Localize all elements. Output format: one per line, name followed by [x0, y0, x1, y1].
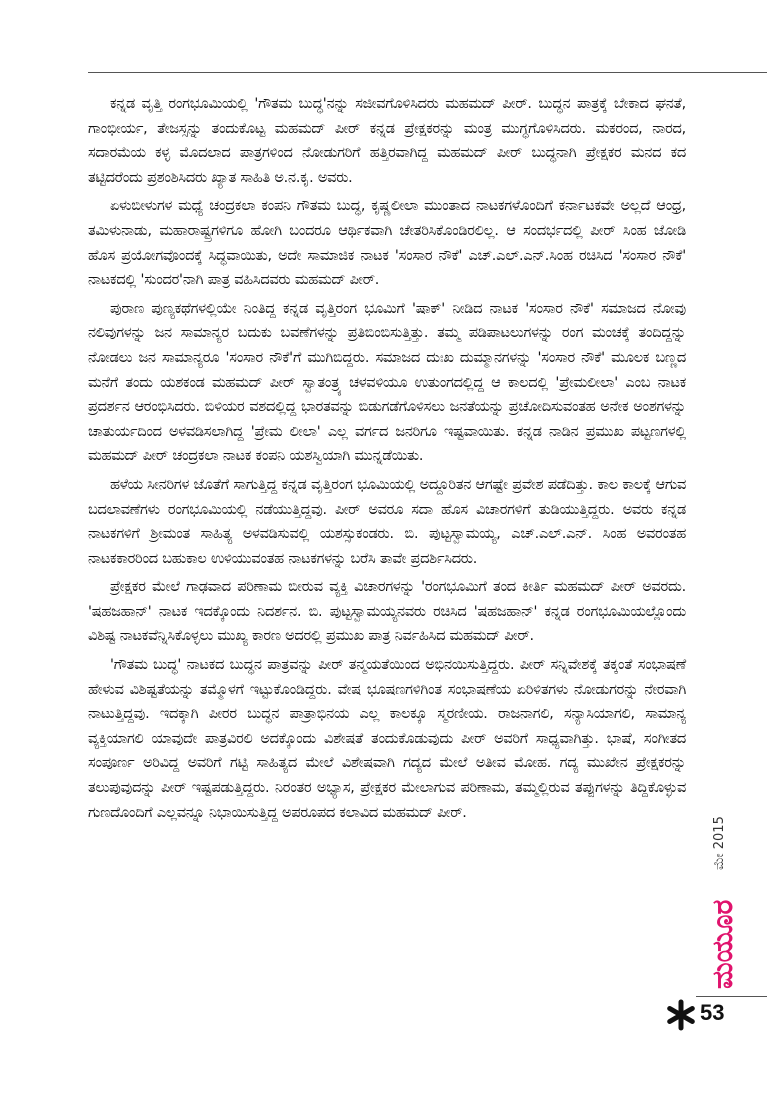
star-ornament-icon: [664, 998, 698, 1032]
article-body: [88, 92, 686, 829]
paragraph-6: 'ಗೌತಮ ಬುದ್ಧ' ನಾಟಕದ ಬುದ್ಧನ ಪಾತ್ರವನ್ನು ಪೀರ್ ತನ್ಮಯತೆಯಿಂದ ಅಭಿನಯಿಸುತ್ತಿದ್ದರು. ಪೀರ್ ಸನ್ನಿವೇಶಕ್ಕೆ ತಕ್ಕಂತೆ ಸಂಭಾಷಣೆ ಹೇಳುವ ವಿಶಿಷ್ಟತೆಯನ್ನು ತಮ್ಮೊಳಗೆ ಇಟ್ಟುಕೊಂಡಿದ್ದರು. ವೇಷ ಭೂಷಣಗಳಿಗಿಂತ ಸಂಭಾಷಣೆಯ ಏರಿಳಿತಗಳು ನೋಡುಗರನ್ನು ನೇರವಾಗಿ ನಾಟುತ್ತಿದ್ದವು. ಇದಕ್ಕಾಗಿ ಪೀರರ ಬುದ್ಧನ ಪಾತ್ರಾಭಿನಯ ಎಲ್ಲ ಕಾಲಕ್ಕೂ ಸ್ಮರಣೀಯ. ರಾಜನಾಗಲಿ, ಸನ್ಯಾಸಿಯಾಗಲಿ, ಸಾಮಾನ್ಯ ವ್ಯಕ್ತಿಯಾಗಲಿ ಯಾವುದೇ ಪಾತ್ರವಿರಲಿ ಅದಕ್ಕೊಂದು ವಿಶೇಷತೆ ತಂದುಕೊಡುವುದು ಪೀರ್ ಅವರಿಗೆ ಸಾಧ್ಯವಾಗಿತ್ತು. ಭಾಷೆ, ಸಂಗೀತದ ಸಂಪೂರ್ಣ ಅರಿವಿದ್ದ ಅವರಿಗೆ ಗಟ್ಟಿ ಸಾಹಿತ್ಯದ ಮೇಲೆ ವಿಶೇಷವಾಗಿ ಗದ್ಯದ ಮೇಲೆ ಅತೀವ ಮೋಹ. ಗದ್ಯ ಮುಖೇನ ಪ್ರೇಕ್ಷಕರನ್ನು ತಲುಪುವುದನ್ನು ಪೀರ್ ಇಷ್ಟಪಡುತ್ತಿದ್ದರು. ನಿರಂತರ ಅಭ್ಯಾಸ, ಪ್ರೇಕ್ಷಕರ ಮೇಲಾಗುವ ಪರಿಣಾಮ, ತಮ್ಮಲ್ಲಿರುವ ತಪ್ಪುಗಳನ್ನು ತಿದ್ದಿಕೊಳ್ಳುವ ಗುಣದೊಂದಿಗೆ ಎಲ್ಲವನ್ನೂ ನಿಭಾಯಿಸುತ್ತಿದ್ದ ಅಪರೂಪದ ಕಲಾವಿದ ಮಹಮದ್ ಪೀರ್.: [88, 657, 686, 821]
issue-date: ಮೇ 2015: [712, 816, 727, 870]
paragraph-1: ಕನ್ನಡ ವೃತ್ತಿ ರಂಗಭೂಮಿಯಲ್ಲಿ 'ಗೌತಮ ಬುದ್ಧ'ನನ್ನು ಸಜೀವಗೊಳಿಸಿದರು ಮಹಮದ್ ಪೀರ್. ಬುದ್ಧನ ಪಾತ್ರಕ್ಕೆ ಬೇಕಾದ ಘನತೆ, ಗಾಂಭೀರ್ಯ, ತೇಜಸ್ಸನ್ನು ತಂದುಕೊಟ್ಟ ಮಹಮದ್ ಪೀರ್ ಕನ್ನಡ ಪ್ರೇಕ್ಷಕರನ್ನು ಮಂತ್ರ ಮುಗ್ಧಗೊಳಿಸಿದರು. ಮಕರಂದ, ನಾರದ, ಸದಾರಮೆಯ ಕಳ್ಳ ಮೊದಲಾದ ಪಾತ್ರಗಳಿಂದ ನೋಡುಗರಿಗೆ ಹತ್ತಿರವಾಗಿದ್ದ ಮಹಮದ್ ಪೀರ್ ಬುದ್ಧನಾಗಿ ಪ್ರೇಕ್ಷಕರ ಮನದ ಕದ ತಟ್ಟಿದರೆಂದು ಪ್ರಶಂಶಿಸಿದರು ಖ್ಯಾತ ಸಾಹಿತಿ ಅ.ನ.ಕೃ. ಅವರು.: [88, 96, 686, 186]
top-rule: [88, 72, 767, 73]
magazine-masthead: ಮಯೂರ: [706, 899, 739, 989]
paragraph-3: ಪುರಾಣ ಪುಣ್ಯಕಥೆಗಳಲ್ಲಿಯೇ ನಿಂತಿದ್ದ ಕನ್ನಡ ವೃತ್ತಿರಂಗ ಭೂಮಿಗೆ 'ಷಾಕ್' ನೀಡಿದ ನಾಟಕ 'ಸಂಸಾರ ನೌಕೆ' ಸಮಾಜದ ನೋವು ನಲಿವುಗಳನ್ನು ಜನ ಸಾಮಾನ್ಯರ ಬದುಕು ಬವಣೆಗಳನ್ನು ಪ್ರತಿಬಿಂಬಿಸುತ್ತಿತ್ತು. ತಮ್ಮ ಪಡಿಪಾಟಲುಗಳನ್ನು ರಂಗ ಮಂಚಕ್ಕೆ ತಂದಿದ್ದನ್ನು ನೋಡಲು ಜನ ಸಾಮಾನ್ಯರೂ 'ಸಂಸಾರ ನೌಕೆ'ಗೆ ಮುಗಿಬಿದ್ದರು. ಸಮಾಜದ ದುಃಖ ದುಮ್ಮಾನಗಳನ್ನು 'ಸಂಸಾರ ನೌಕೆ' ಮೂಲಕ ಬಣ್ಣದ ಮನೆಗೆ ತಂದು ಯಶಕಂಡ ಮಹಮದ್ ಪೀರ್ ಸ್ವಾತಂತ್ರ್ಯ ಚಳವಳಿಯೂ ಉತುಂಗದಲ್ಲಿದ್ದ ಆ ಕಾಲದಲ್ಲಿ 'ಪ್ರೇಮಲೀಲಾ' ಎಂಬ ನಾಟಕ ಪ್ರದರ್ಶನ ಆರಂಭಿಸಿದರು. ಬಿಳಿಯರ ವಶದಲ್ಲಿದ್ದ ಭಾರತವನ್ನು ಬಿಡುಗಡೆಗೊಳಿಸಲು ಜನತೆಯನ್ನು ಪ್ರಚೋದಿಸುವಂತಹ ಅನೇಕ ಅಂಶಗಳನ್ನು ಚಾತುರ್ಯದಿಂದ ಅಳವಡಿಸಲಾಗಿದ್ದ 'ಪ್ರೇಮ ಲೀಲಾ' ಎಲ್ಲ ವರ್ಗದ ಜನರಿಗೂ ಇಷ್ಟವಾಯಿತು. ಕನ್ನಡ ನಾಡಿನ ಪ್ರಮುಖ ಪಟ್ಟಣಗಳಲ್ಲಿ ಮಹಮದ್ ಪೀರ್ ಚಂದ್ರಕಲಾ ನಾಟಕ ಕಂಪನಿ ಯಶಸ್ವಿಯಾಗಿ ಮುನ್ನಡೆಯಿತು.: [88, 300, 686, 465]
paragraph-4: ಹಳೆಯ ಸೀನರಿಗಳ ಜೊತೆಗೆ ಸಾಗುತ್ತಿದ್ದ ಕನ್ನಡ ವೃತ್ತಿರಂಗ ಭೂಮಿಯಲ್ಲಿ ಅದ್ದೂರಿತನ ಆಗಷ್ಟೇ ಪ್ರವೇಶ ಪಡೆದಿತ್ತು. ಕಾಲ ಕಾಲಕ್ಕೆ ಆಗುವ ಬದಲಾವಣೆಗಳು ರಂಗಭೂಮಿಯಲ್ಲಿ ನಡೆಯುತ್ತಿದ್ದವು. ಪೀರ್ ಅವರೂ ಸದಾ ಹೊಸ ವಿಚಾರಗಳಿಗೆ ತುಡಿಯುತ್ತಿದ್ದರು. ಅವರು ಕನ್ನಡ ನಾಟಕಗಳಿಗೆ ಶ್ರೀಮಂತ ಸಾಹಿತ್ಯ ಅಳವಡಿಸುವಲ್ಲಿ ಯಶಸ್ಸುಕಂಡರು. ಬಿ. ಪುಟ್ಟಸ್ವಾಮಯ್ಯ, ಎಚ್.ಎಲ್.ಎನ್. ಸಿಂಹ ಅವರಂತಹ ನಾಟಕಕಾರರಿಂದ ಬಹುಕಾಲ ಉಳಿಯುವಂತಹ ನಾಟಕಗಳನ್ನು ಬರೆಸಿ ತಾವೇ ಪ್ರದರ್ಶಿಸಿದರು.: [88, 476, 686, 567]
paragraph-5: ಪ್ರೇಕ್ಷಕರ ಮೇಲೆ ಗಾಢವಾದ ಪರಿಣಾಮ ಬೀರುವ ವ್ಯಕ್ತಿ ವಿಚಾರಗಳನ್ನು 'ರಂಗಭೂಮಿಗೆ ತಂದ ಕೀರ್ತಿ ಮಹಮದ್ ಪೀರ್ ಅವರದು. 'ಷಹಜಹಾನ್' ನಾಟಕ ಇದಕ್ಕೊಂದು ನಿದರ್ಶನ. ಬಿ. ಪುಟ್ಟಸ್ವಾಮಯ್ಯನವರು ರಚಿಸಿದ 'ಷಹಜಹಾನ್' ಕನ್ನಡ ರಂಗಭೂಮಿಯಲ್ಲೊಂದು ವಿಶಿಷ್ಟ ನಾಟಕವೆನ್ನಿಸಿಕೊಳ್ಳಲು ಮುಖ್ಯ ಕಾರಣ ಅದರಲ್ಲಿ ಪ್ರಮುಖ ಪಾತ್ರ ನಿರ್ವಹಿಸಿದ ಮಹಮದ್ ಪೀರ್.: [88, 579, 686, 645]
footer-rule: [696, 996, 767, 997]
page-number: 53: [700, 1000, 725, 1025]
paragraph-2: ಏಳುಬೀಳುಗಳ ಮಧ್ಯೆ ಚಂದ್ರಕಲಾ ಕಂಪನಿ ಗೌತಮ ಬುದ್ಧ, ಕೃಷ್ಣಲೀಲಾ ಮುಂತಾದ ನಾಟಕಗಳೊಂದಿಗೆ ಕರ್ನಾಟಕವೇ ಅಲ್ಲದೆ ಆಂಧ್ರ, ತಮಿಳುನಾಡು, ಮಹಾರಾಷ್ಟ್ರಗಳಿಗೂ ಹೋಗಿ ಬಂದರೂ ಆರ್ಥಿಕವಾಗಿ ಚೇತರಿಸಿಕೊಂಡಿರಲಿಲ್ಲ. ಆ ಸಂದರ್ಭದಲ್ಲಿ ಪೀರ್ ಸಿಂಹ ಜೋಡಿ ಹೊಸ ಪ್ರಯೋಗವೊಂದಕ್ಕೆ ಸಿದ್ಧವಾಯಿತು, ಅದೇ ಸಾಮಾಜಿಕ ನಾಟಕ 'ಸಂಸಾರ ನೌಕೆ' ಎಚ್.ಎಲ್.ಎನ್.ಸಿಂಹ ರಚಿಸಿದ 'ಸಂಸಾರ ನೌಕೆ' ನಾಟಕದಲ್ಲಿ 'ಸುಂದರ'ನಾಗಿ ಪಾತ್ರ ವಹಿಸಿದವರು ಮಹಮದ್ ಪೀರ್.: [88, 198, 686, 289]
